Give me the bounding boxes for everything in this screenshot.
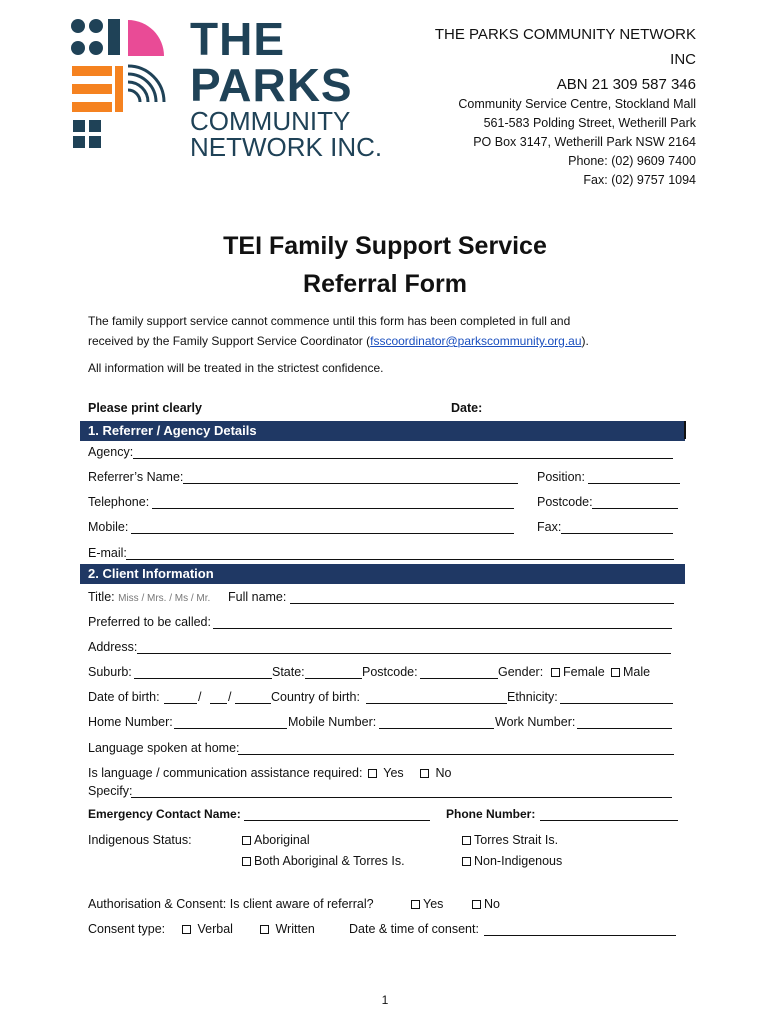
gender-label: Gender: xyxy=(498,665,544,679)
torres-strait-checkbox[interactable] xyxy=(462,836,471,845)
authorisation-no-option[interactable]: No xyxy=(472,896,500,912)
mobile-label: Mobile: xyxy=(88,520,129,534)
specify-field[interactable] xyxy=(131,785,672,798)
preferred-name-label: Preferred to be called: xyxy=(88,615,211,629)
org-name-inc: INC xyxy=(670,51,696,68)
written-option[interactable]: Written xyxy=(260,921,315,937)
language-field[interactable] xyxy=(238,742,674,755)
authorisation-question: Authorisation & Consent: Is client aware of referral? xyxy=(88,897,374,911)
title-label: Title: xyxy=(88,590,115,604)
referrer-name-field[interactable] xyxy=(183,471,518,484)
full-name-field[interactable] xyxy=(290,591,674,604)
specify-label: Specify: xyxy=(88,784,133,798)
fax-label: Fax: xyxy=(537,520,562,534)
date-label: Date: xyxy=(451,401,483,415)
org-abn: ABN 21 309 587 346 xyxy=(556,76,696,93)
assistance-no-option[interactable]: No xyxy=(420,765,451,781)
aboriginal-checkbox[interactable] xyxy=(242,836,251,845)
title-row xyxy=(88,589,210,607)
written-checkbox[interactable] xyxy=(260,925,269,934)
position-field[interactable] xyxy=(588,471,680,484)
org-name: THE PARKS COMMUNITY NETWORK xyxy=(434,26,696,43)
country-of-birth-label: Country of birth: xyxy=(271,690,360,704)
gender-female-option[interactable]: Female xyxy=(551,664,605,680)
full-name-label: Full name: xyxy=(228,590,287,604)
section-1-divider xyxy=(684,421,686,439)
consent-type-label: Consent type: xyxy=(88,922,166,936)
org-phone: Phone: (02) 9609 7400 xyxy=(568,154,696,168)
work-number-label: Work Number: xyxy=(495,715,576,729)
male-checkbox[interactable] xyxy=(611,668,620,677)
logo-text-community: COMMUNITY xyxy=(190,106,351,136)
preferred-name-field[interactable] xyxy=(213,616,672,629)
consent-date-time-field[interactable] xyxy=(484,923,676,936)
authorisation-yes-option[interactable]: Yes xyxy=(411,896,443,912)
home-number-field[interactable] xyxy=(174,716,287,729)
state-field[interactable] xyxy=(305,666,362,679)
agency-label: Agency: xyxy=(88,445,134,459)
agency-field[interactable] xyxy=(133,446,673,459)
email-label: E-mail: xyxy=(88,546,127,560)
postcode-label: Postcode: xyxy=(537,495,593,509)
verbal-option[interactable]: Verbal xyxy=(182,921,233,937)
dob-year-field[interactable] xyxy=(235,691,271,704)
logo-text-network: NETWORK INC. xyxy=(190,132,383,162)
fax-field[interactable] xyxy=(561,521,673,534)
mobile-number-field[interactable] xyxy=(379,716,494,729)
mobile-number-label: Mobile Number: xyxy=(288,715,377,729)
emergency-contact-field[interactable] xyxy=(244,808,430,821)
section-2-header: 2. Client Information xyxy=(80,564,685,584)
dob-separator-1: / xyxy=(198,690,202,704)
authorisation-no-checkbox[interactable] xyxy=(472,900,481,909)
assistance-question: Is language / communication assistance required: xyxy=(88,766,363,780)
dob-day-field[interactable] xyxy=(164,691,197,704)
indigenous-status-label: Indigenous Status: xyxy=(88,833,192,847)
org-address-2: 561-583 Polding Street, Wetherill Park xyxy=(483,116,696,130)
org-fax: Fax: (02) 9757 1094 xyxy=(583,173,696,187)
section-1-header: 1. Referrer / Agency Details xyxy=(80,421,685,441)
suburb-field[interactable] xyxy=(134,666,272,679)
form-subtitle: Referral Form xyxy=(303,270,467,298)
client-postcode-field[interactable] xyxy=(420,666,498,679)
client-postcode-label: Postcode: xyxy=(362,665,418,679)
phone-number-label: Phone Number: xyxy=(446,807,536,821)
ethnicity-label: Ethnicity: xyxy=(507,690,558,704)
consent-date-time-label: Date & time of consent: xyxy=(349,922,479,936)
assistance-no-checkbox[interactable] xyxy=(420,769,429,778)
suburb-label: Suburb: xyxy=(88,665,132,679)
aboriginal-option[interactable]: Aboriginal xyxy=(242,832,310,848)
logo-text-parks: PARKS xyxy=(190,59,353,111)
both-option[interactable]: Both Aboriginal & Torres Is. xyxy=(242,853,405,869)
print-clearly-note: Please print clearly xyxy=(88,401,202,415)
title-options-hint: Miss / Mrs. / Ms / Mr. xyxy=(118,593,211,604)
mobile-field[interactable] xyxy=(131,521,514,534)
address-field[interactable] xyxy=(137,641,671,654)
telephone-field[interactable] xyxy=(152,496,514,509)
country-of-birth-field[interactable] xyxy=(366,691,507,704)
phone-number-field[interactable] xyxy=(540,808,678,821)
position-label: Position: xyxy=(537,470,585,484)
dob-month-field[interactable] xyxy=(210,691,227,704)
dob-separator-2: / xyxy=(228,690,232,704)
form-title: TEI Family Support Service xyxy=(223,232,547,260)
female-checkbox[interactable] xyxy=(551,668,560,677)
non-indigenous-option[interactable]: Non-Indigenous xyxy=(462,853,562,869)
non-indigenous-checkbox[interactable] xyxy=(462,857,471,866)
intro-confidentiality: All information will be treated in the strictest confidence. xyxy=(88,361,384,375)
intro-line-1: The family support service cannot commence until this form has been completed in full and xyxy=(88,314,571,328)
intro-line-2: received by the Family Support Service Coordinator (fsscoordinator@parkscommunity.org.au). xyxy=(88,334,589,348)
email-field[interactable] xyxy=(126,547,674,560)
postcode-field[interactable] xyxy=(592,496,678,509)
telephone-label: Telephone: xyxy=(88,495,150,509)
assistance-yes-checkbox[interactable] xyxy=(368,769,377,778)
language-label: Language spoken at home: xyxy=(88,741,240,755)
both-checkbox[interactable] xyxy=(242,857,251,866)
org-address-1: Community Service Centre, Stockland Mall xyxy=(458,97,696,111)
home-number-label: Home Number: xyxy=(88,715,173,729)
page-number: 1 xyxy=(381,993,389,1007)
emergency-contact-label: Emergency Contact Name: xyxy=(88,807,241,821)
gender-male-option[interactable]: Male xyxy=(611,664,650,680)
address-label: Address: xyxy=(88,640,138,654)
verbal-checkbox[interactable] xyxy=(182,925,191,934)
coordinator-email-link[interactable]: fsscoordinator@parkscommunity.org.au xyxy=(370,334,582,348)
logo-text-the: THE xyxy=(190,13,285,65)
referrer-name-label: Referrer’s Name: xyxy=(88,470,184,484)
ethnicity-field[interactable] xyxy=(560,691,673,704)
dob-label: Date of birth: xyxy=(88,690,160,704)
state-label: State: xyxy=(272,665,305,679)
org-address-3: PO Box 3147, Wetherill Park NSW 2164 xyxy=(473,135,696,149)
assistance-yes-option[interactable]: Yes xyxy=(368,765,404,781)
torres-strait-option[interactable]: Torres Strait Is. xyxy=(462,832,558,848)
work-number-field[interactable] xyxy=(577,716,672,729)
authorisation-yes-checkbox[interactable] xyxy=(411,900,420,909)
